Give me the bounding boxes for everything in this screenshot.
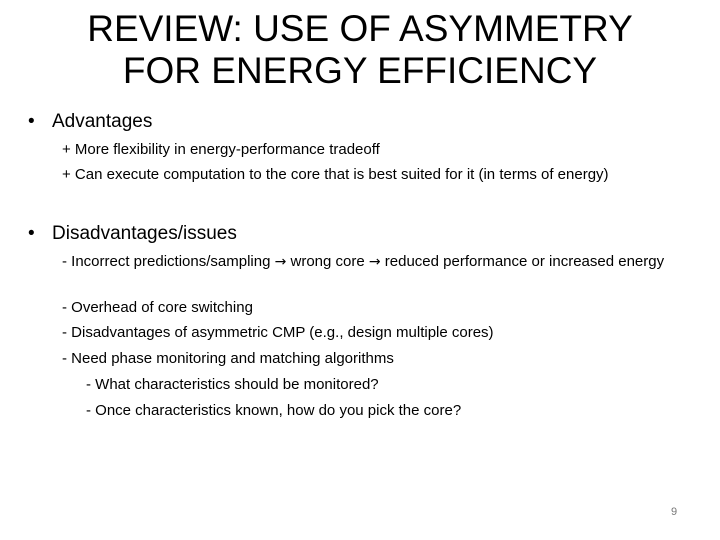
advantage-item-1: + More flexibility in energy-performance tradeoff — [62, 141, 380, 158]
disadvantages-bullet — [28, 222, 237, 246]
disadvantages-heading: Disadvantages/issues — [52, 223, 237, 244]
advantages-bullet — [28, 110, 152, 134]
disadvantage-subitem-1: - What characteristics should be monitored? — [86, 376, 379, 393]
page-number: 9 — [670, 506, 678, 518]
slide-title — [40, 8, 680, 92]
disadvantage-item-1-part-2: wrong core — [286, 253, 365, 270]
disadvantage-item-1-part-1: - Incorrect predictions/sampling — [62, 253, 271, 270]
bullet-dot-icon: • — [28, 223, 35, 244]
advantages-heading: Advantages — [52, 111, 153, 132]
disadvantage-item-4: - Need phase monitoring and matching algorithms — [62, 350, 394, 367]
right-arrow-icon: → — [368, 254, 381, 270]
disadvantage-item-1-part-3: reduced performance or increased energy — [380, 253, 665, 270]
disadvantage-item-2: - Overhead of core switching — [62, 299, 253, 316]
right-arrow-icon: → — [274, 254, 287, 270]
title-line-2: FOR ENERGY EFFICIENCY — [122, 50, 598, 91]
disadvantage-subitem-2: - Once characteristics known, how do you pick the core? — [86, 402, 462, 419]
advantage-item-2: + Can execute computation to the core that is best suited for it (in terms of energy) — [62, 166, 609, 183]
title-line-1: REVIEW: USE OF ASYMMETRY — [87, 8, 633, 49]
disadvantage-item-3: - Disadvantages of asymmetric CMP (e.g., design multiple cores) — [62, 324, 494, 341]
disadvantage-item-1 — [62, 252, 715, 272]
bullet-dot-icon: • — [28, 111, 35, 132]
